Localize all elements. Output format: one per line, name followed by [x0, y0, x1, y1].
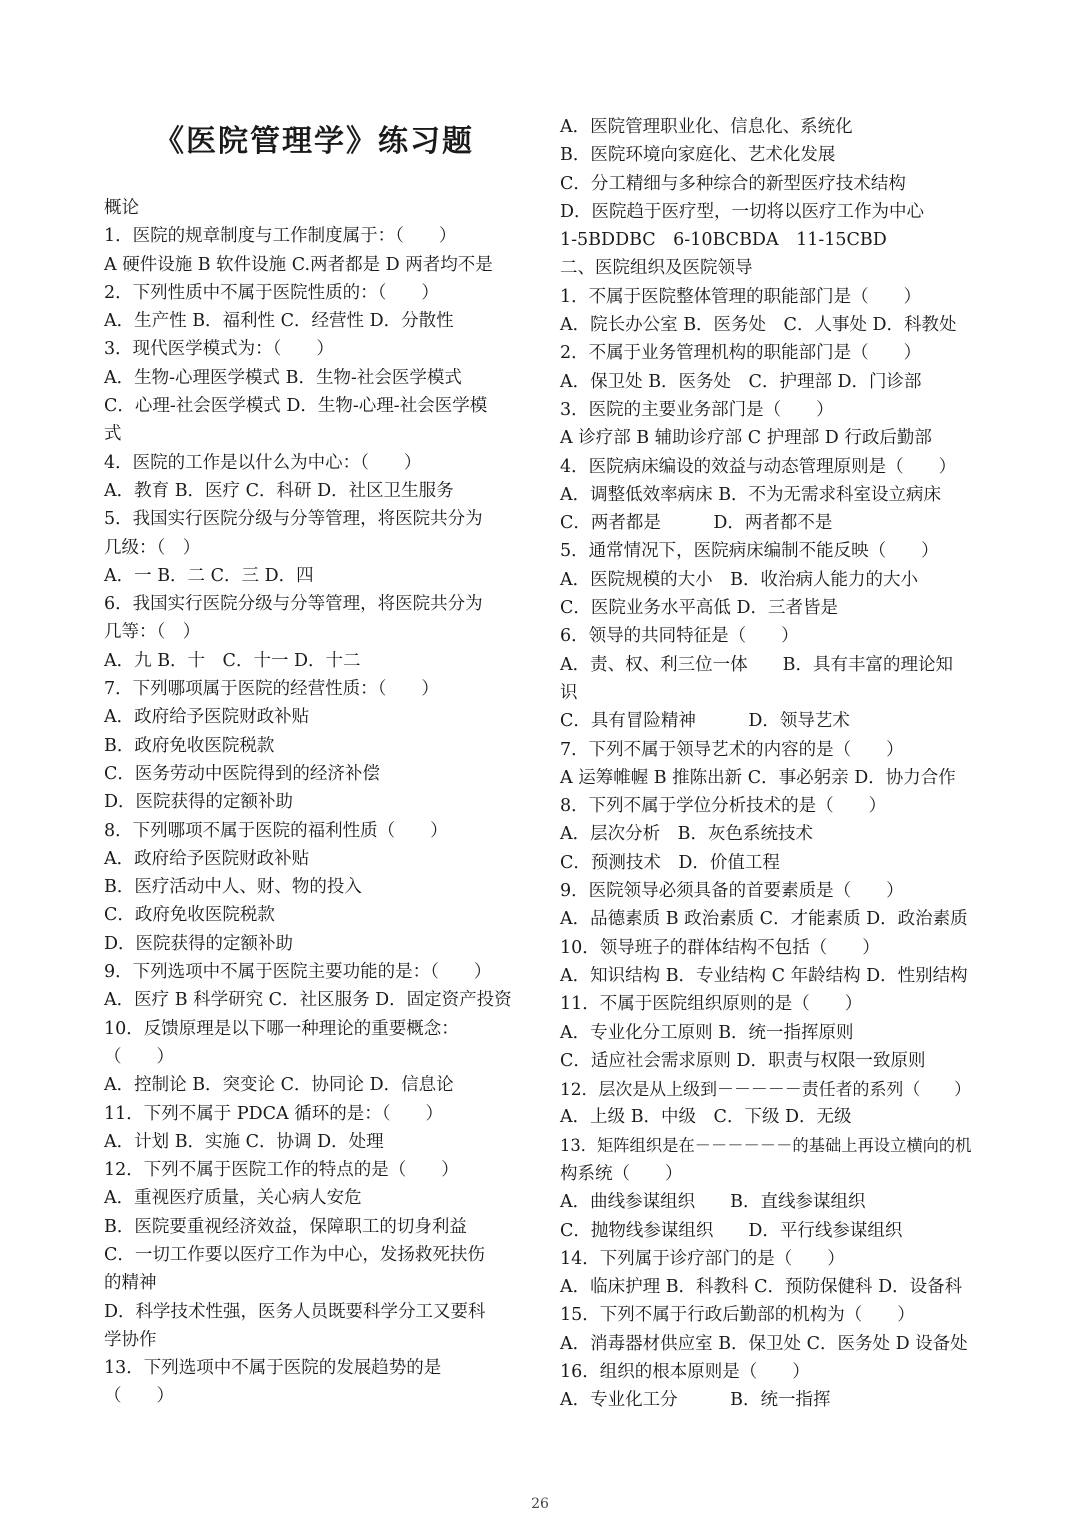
left-column	[104, 194, 524, 1411]
text-line: A．医院规模的大小 B．收治病人能力的大小	[560, 569, 918, 590]
text-line: 14．下列属于诊疗部门的是（ ）	[560, 1248, 845, 1269]
text-line: A．消毒器材供应室 B．保卫处 C．医务处 D 设备处	[560, 1333, 968, 1354]
text-line: 7．下列哪项属于医院的经营性质：（ ）	[104, 679, 439, 700]
page-number: 26	[531, 1496, 549, 1512]
text-line: 11．不属于医院组织原则的是（ ）	[560, 994, 863, 1015]
text-line: A．调整低效率病床 B．不为无需求科室设立病床	[560, 484, 942, 505]
text-line: 2．下列性质中不属于医院性质的：（ ）	[104, 282, 439, 303]
text-line: 的精神	[104, 1273, 157, 1294]
text-line: 构系统（ ）	[560, 1163, 683, 1184]
text-line: C．具有冒险精神 D．领导艺术	[560, 711, 850, 732]
text-line: （ ）	[104, 1386, 174, 1407]
text-line: 二、医院组织及医院领导	[560, 258, 753, 279]
text-line: 式	[104, 424, 122, 445]
text-line: 9．下列选项中不属于医院主要功能的是：（ ）	[104, 962, 492, 983]
text-line: （ ）	[104, 1046, 174, 1067]
text-line: 13．下列选项中不属于医院的发展趋势的是	[104, 1358, 442, 1379]
text-line: 学协作	[104, 1329, 157, 1350]
text-line: A．医疗 B 科学研究 C．社区服务 D．固定资产投资	[104, 990, 512, 1011]
text-line: 3．现代医学模式为：（ ）	[104, 339, 334, 360]
text-line: 9．医院领导必须具备的首要素质是（ ）	[560, 881, 904, 902]
text-line: A．上级 B．中级 C．下级 D．无级	[560, 1107, 852, 1128]
text-line: A．政府给予医院财政补贴	[104, 848, 310, 869]
text-line: D．科学技术性强，医务人员既要科学分工又要科	[104, 1301, 486, 1322]
text-line: 1．不属于医院整体管理的职能部门是（ ）	[560, 286, 922, 307]
text-line: C．医院业务水平高低 D．三者皆是	[560, 598, 838, 619]
text-line: A．临床护理 B．科教科 C．预防保健科 D．设备科	[560, 1277, 963, 1298]
text-line: 5．我国实行医院分级与分等管理，将医院共分为	[104, 509, 483, 530]
text-line: A 运筹帷幄 B 推陈出新 C．事必躬亲 D．协力合作	[560, 767, 956, 788]
text-line: A 诊疗部 B 辅助诊疗部 C 护理部 D 行政后勤部	[560, 428, 932, 449]
text-line: 几等：（ ）	[104, 622, 201, 643]
document-title: 《医院管理学》练习题	[154, 124, 474, 159]
text-line: A．层次分析 B．灰色系统技术	[560, 824, 813, 845]
text-line: 3．医院的主要业务部门是（ ）	[560, 399, 834, 420]
text-line: 11．下列不属于 PDCA 循环的是：（ ）	[104, 1103, 443, 1124]
text-line: A．保卫处 B．医务处 C．护理部 D．门诊部	[560, 371, 922, 392]
text-line: C．适应社会需求原则 D．职责与权限一致原则	[560, 1050, 926, 1071]
text-line: D．医院趋于医疗型，一切将以医疗工作为中心	[560, 201, 925, 222]
text-line: 13．矩阵组织是在－－－－－－的基础上再设立横向的机	[560, 1135, 972, 1155]
text-line: 10．领导班子的群体结构不包括（ ）	[560, 937, 880, 958]
text-line: 几级：（ ）	[104, 537, 201, 558]
text-line: 8．下列不属于学位分析技术的是（ ）	[560, 796, 887, 817]
text-line: A．院长办公室 B．医务处 C．人事处 D．科教处	[560, 315, 957, 336]
text-line: A．生物-心理医学模式 B．生物-社会医学模式	[104, 367, 462, 388]
text-line: 12．下列不属于医院工作的特点的是（ ）	[104, 1160, 459, 1181]
text-line: C．预测技术 D．价值工程	[560, 852, 780, 873]
text-line: A．重视医疗质量，关心病人安危	[104, 1188, 362, 1209]
text-line: 8．下列哪项不属于医院的福利性质（ ）	[104, 820, 448, 841]
text-line: A．计划 B．实施 C．协调 D．处理	[104, 1131, 384, 1152]
text-line: 10．反馈原理是以下哪一种理论的重要概念：	[104, 1018, 459, 1039]
text-line: A．曲线参谋组织 B．直线参谋组织	[560, 1192, 866, 1213]
text-line: A．专业化工分 B．统一指挥	[560, 1390, 831, 1411]
text-line: 15．下列不属于行政后勤部的机构为（ ）	[560, 1305, 915, 1326]
text-line: 5．通常情况下，医院病床编制不能反映（ ）	[560, 541, 939, 562]
text-line: A．生产性 B．福利性 C．经营性 D．分散性	[104, 311, 454, 332]
text-line: 1-5BDDBC 6-10BCBDA 11-15CBD	[560, 230, 887, 251]
text-line: A．控制论 B．突变论 C．协同论 D．信息论	[104, 1075, 454, 1096]
text-line: C．分工精细与多种综合的新型医疗技术结构	[560, 173, 906, 194]
text-line: A 硬件设施 B 软件设施 C.两者都是 D 两者均不是	[104, 254, 493, 275]
text-line: A．九 B．十 C．十一 D．十二	[104, 650, 361, 671]
text-line: C．一切工作要以医疗工作为中心，发扬救死扶伤	[104, 1244, 485, 1265]
text-line: D．医院获得的定额补助	[104, 792, 294, 813]
text-line: A．品德素质 B 政治素质 C．才能素质 D．政治素质	[560, 909, 968, 930]
text-line: A．专业化分工原则 B．统一指挥原则	[560, 1022, 854, 1043]
right-column	[560, 113, 980, 1415]
text-line: 2．不属于业务管理机构的职能部门是（ ）	[560, 343, 922, 364]
text-line: A．知识结构 B．专业结构 C 年龄结构 D．性别结构	[560, 965, 968, 986]
text-line: A．政府给予医院财政补贴	[104, 707, 310, 728]
text-line: 12．层次是从上级到－－－－－责任者的系列（ ）	[560, 1079, 972, 1100]
text-line: C．两者都是 D．两者都不是	[560, 513, 833, 534]
text-line: D．医院获得的定额补助	[104, 933, 294, 954]
text-line: 识	[560, 682, 578, 703]
text-line: 6．领导的共同特征是（ ）	[560, 626, 799, 647]
text-line: 概论	[104, 198, 139, 218]
text-line: C．心理-社会医学模式 D．生物-心理-社会医学模	[104, 396, 488, 417]
text-line: B．医院环境向家庭化、艺术化发展	[560, 145, 836, 166]
text-line: B．政府免收医院税款	[104, 735, 275, 756]
text-line: 4．医院病床编设的效益与动态管理原则是（ ）	[560, 456, 957, 477]
text-line: A．一 B．二 C．三 D．四	[104, 565, 314, 586]
text-line: C．抛物线参谋组织 D．平行线参谋组织	[560, 1220, 903, 1241]
text-line: C．医务劳动中医院得到的经济补偿	[104, 763, 380, 784]
text-line: C．政府免收医院税款	[104, 905, 275, 926]
text-line: A．医院管理职业化、信息化、系统化	[560, 117, 853, 137]
text-line: 6．我国实行医院分级与分等管理，将医院共分为	[104, 594, 483, 615]
text-line: 7．下列不属于领导艺术的内容的是（ ）	[560, 739, 904, 760]
text-line: B．医疗活动中人、财、物的投入	[104, 877, 362, 898]
text-line: 1．医院的规章制度与工作制度属于：（ ）	[104, 226, 457, 247]
text-line: 16．组织的根本原则是（ ）	[560, 1362, 810, 1383]
text-line: A．责、权、利三位一体 B．具有丰富的理论知	[560, 654, 953, 675]
text-line: 4．医院的工作是以什么为中心：（ ）	[104, 452, 422, 473]
text-line: B．医院要重视经济效益，保障职工的切身利益	[104, 1216, 467, 1237]
text-line: A．教育 B．医疗 C．科研 D．社区卫生服务	[104, 480, 454, 501]
